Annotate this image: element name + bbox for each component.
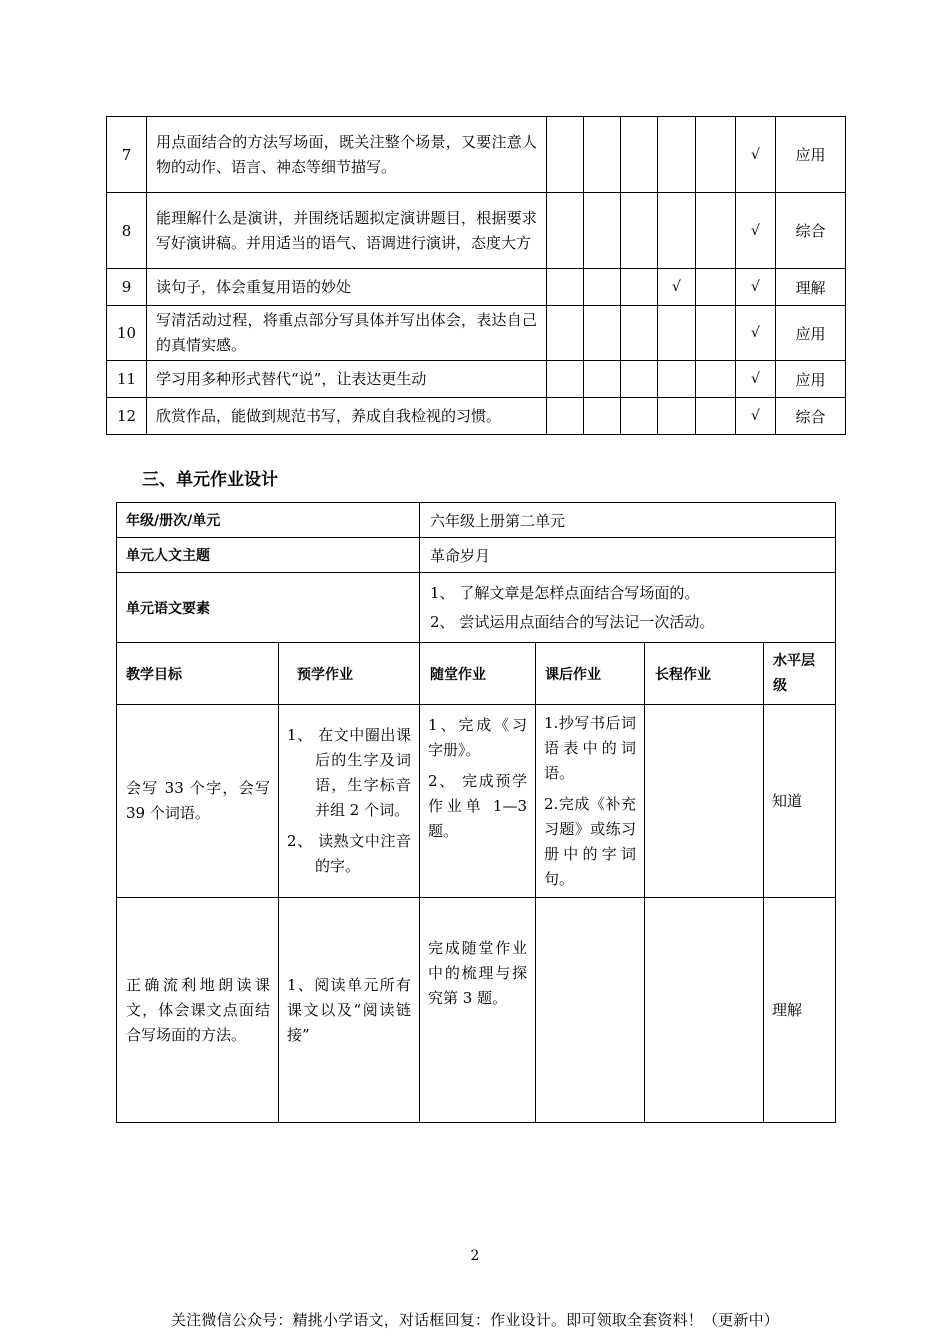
check-cell: √ (658, 269, 696, 306)
row-level: 理解 (776, 269, 846, 306)
check-cell (547, 306, 584, 361)
header-long: 长程作业 (645, 643, 764, 705)
row1-long (645, 705, 764, 898)
elements-label: 单元语文要素 (117, 573, 420, 643)
preview-item: 1、阅读单元所有课文以及“阅读链接” (287, 975, 412, 1044)
header-preview: 预学作业 (279, 643, 420, 705)
check-cell (696, 117, 736, 193)
check-cell (696, 269, 736, 306)
check-cell: √ (736, 193, 776, 269)
row1-level: 知道 (764, 705, 836, 898)
element-item: 2、 尝试运用点面结合的写法记一次活动。 (430, 612, 715, 631)
row-goal: 用点面结合的方法写场面，既关注整个场景，又要注意人物的动作、语言、神态等细节描写。 (147, 117, 547, 193)
row-goal: 学习用多种形式替代“说”，让表达更生动 (147, 361, 547, 398)
section-heading-homework-design: 三、单元作业设计 (142, 470, 278, 490)
table-row (107, 361, 846, 398)
header-goal: 教学目标 (117, 643, 279, 705)
footer-note: 关注微信公众号：精挑小学语文，对话框回复：作业设计。即可领取全套资料！（更新中） (170, 1311, 779, 1329)
header-after: 课后作业 (536, 643, 645, 705)
check-cell: √ (736, 398, 776, 435)
header-row (117, 643, 836, 705)
row-goal: 能理解什么是演讲，并围绕话题拟定演讲题目，根据要求写好演讲稿。并用适当的语气、语调进行演讲，态度大方 (147, 193, 547, 269)
row1-preview (279, 705, 420, 898)
row-goal: 读句子，体会重复用语的妙处 (147, 269, 547, 306)
check-cell (584, 398, 621, 435)
check-cell (547, 361, 584, 398)
check-cell (621, 398, 658, 435)
table-row (107, 269, 846, 306)
check-cell (547, 117, 584, 193)
preview-item: 2、 读熟文中注音的字。 (287, 832, 412, 875)
row2-level: 理解 (764, 898, 836, 1123)
check-cell (621, 269, 658, 306)
check-cell (584, 361, 621, 398)
table-row (117, 898, 836, 1123)
inclass-item: 1、完成《习字册》。 (428, 716, 528, 759)
grade-value: 六年级上册第二单元 (420, 503, 836, 538)
after-item: 2.完成《补充习题》或练习册中的字词句。 (544, 794, 637, 888)
objectives-table (106, 116, 846, 435)
header-inclass: 随堂作业 (420, 643, 536, 705)
table-row (117, 705, 836, 898)
theme-row (117, 538, 836, 573)
row2-goal: 正确流利地朗读课文，体会课文点面结合写场面的方法。 (117, 898, 279, 1123)
table-row (107, 398, 846, 435)
check-cell (584, 269, 621, 306)
row1-after (536, 705, 645, 898)
theme-value: 革命岁月 (420, 538, 836, 573)
check-cell (547, 398, 584, 435)
check-cell (584, 193, 621, 269)
check-cell (696, 398, 736, 435)
page-number: 2 (470, 1248, 480, 1264)
row-level: 综合 (776, 398, 846, 435)
after-item: 1.抄写书后词语表中的词语。 (544, 713, 637, 782)
check-cell (547, 269, 584, 306)
elements-row (117, 573, 836, 643)
row-number: 7 (107, 117, 147, 193)
row-goal: 写清活动过程，将重点部分写具体并写出体会，表达自己的真情实感。 (147, 306, 547, 361)
row-level: 应用 (776, 306, 846, 361)
row1-inclass (420, 705, 536, 898)
table-row (107, 117, 846, 193)
row2-long (645, 898, 764, 1123)
check-cell (658, 193, 696, 269)
grade-label: 年级/册次/单元 (117, 503, 420, 538)
check-cell (621, 361, 658, 398)
check-cell (658, 361, 696, 398)
inclass-item: 完成随堂作业中的梳理与探究第 3 题。 (428, 939, 528, 1007)
header-level: 水平层级 (764, 643, 836, 705)
check-cell (621, 306, 658, 361)
table-row (107, 306, 846, 361)
check-cell (658, 117, 696, 193)
theme-label: 单元人文主题 (117, 538, 420, 573)
row-number: 10 (107, 306, 147, 361)
check-cell (696, 193, 736, 269)
row-number: 11 (107, 361, 147, 398)
check-cell (658, 306, 696, 361)
row-number: 8 (107, 193, 147, 269)
table-row (107, 193, 846, 269)
elements-value (420, 573, 836, 643)
check-cell (584, 117, 621, 193)
grade-row (117, 503, 836, 538)
row2-preview (279, 898, 420, 1123)
row2-after (536, 898, 645, 1123)
check-cell (621, 193, 658, 269)
row1-goal: 会写 33 个字，会写 39 个词语。 (117, 705, 279, 898)
check-cell (621, 117, 658, 193)
inclass-item: 2、 完成预学作业单 1—3 题。 (428, 772, 528, 840)
row-number: 12 (107, 398, 147, 435)
preview-item: 1、 在文中圈出课后的生字及词语，生字标音并组 2 个词。 (287, 726, 412, 819)
check-cell (696, 361, 736, 398)
row2-inclass (420, 898, 536, 1123)
row-level: 应用 (776, 117, 846, 193)
row-number: 9 (107, 269, 147, 306)
check-cell (696, 306, 736, 361)
check-cell: √ (736, 361, 776, 398)
check-cell (658, 398, 696, 435)
check-cell: √ (736, 117, 776, 193)
row-level: 应用 (776, 361, 846, 398)
check-cell (547, 193, 584, 269)
check-cell (584, 306, 621, 361)
check-cell: √ (736, 306, 776, 361)
row-goal: 欣赏作品，能做到规范书写，养成自我检视的习惯。 (147, 398, 547, 435)
homework-design-table (116, 502, 836, 1123)
objectives-table-body (107, 117, 846, 435)
element-item: 1、 了解文章是怎样点面结合写场面的。 (430, 583, 700, 602)
check-cell: √ (736, 269, 776, 306)
row-level: 综合 (776, 193, 846, 269)
